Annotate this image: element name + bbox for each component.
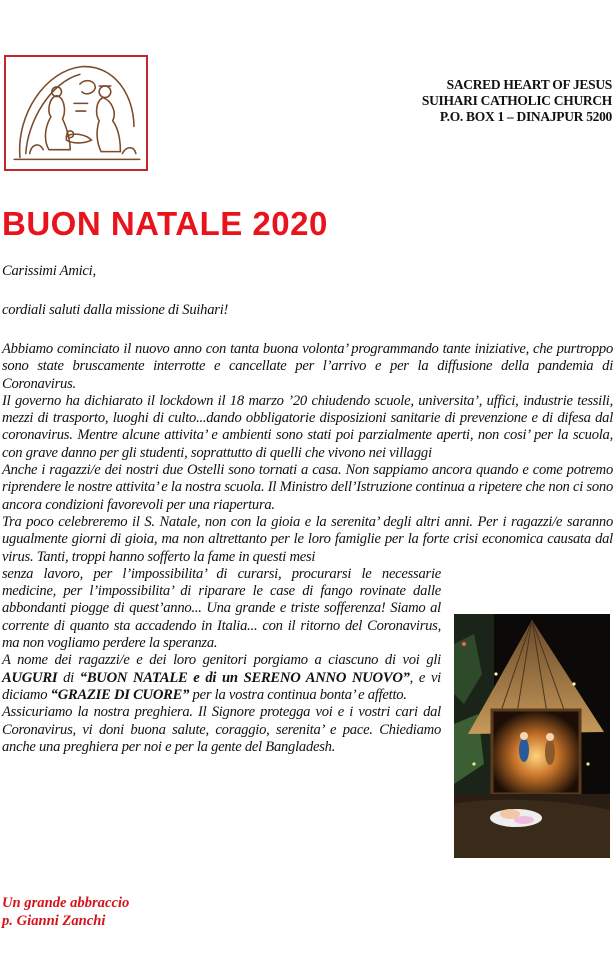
- paragraph-1: Abbiamo cominciato il nuovo anno con tanta buona volonta’ programmando tante iniziative, che purtroppo sono state bruscamente interrotte e cancellate per l’arrivo e per la diffusione della pandemia di Coronavirus.: [2, 341, 613, 392]
- nativity-photo: [454, 614, 610, 858]
- paragraph-6: Assicuriamo la nostra preghiera. Il Signore protegga voi e i vostri cari dal Coronavirus, vi doni buona salute, coraggio, serenita’ e pace. Chiediamo anche una preghiera per noi e per la gente del Bangladesh.: [2, 704, 441, 755]
- para5-text-2: di: [57, 669, 80, 686]
- closing-line-1: Un grande abbraccio: [2, 895, 130, 911]
- address-line-1: SACRED HEART OF JESUS: [446, 77, 612, 92]
- para5-text-1: A nome dei ragazzi/e e dei loro genitori porgiamo a ciascuno di voi gli: [2, 652, 441, 669]
- paragraph-4: Tra poco celebreremo il S. Natale, non con la gioia e la serenita’ degli altri anni. Per i ragazzi/e saranno ugualmente giorni di gioia, ma non altrettanto per le loro famiglie per la forte crisi economica causata dal virus. Tanti, troppi hanno sofferto la fame in questi mesi: [2, 513, 613, 565]
- nativity-logo: [4, 55, 148, 171]
- address-line-2: SUIHARI CATHOLIC CHURCH: [421, 93, 612, 108]
- para5-text-3: , e vi diciamo: [2, 669, 441, 703]
- nativity-sketch-icon: [6, 57, 146, 169]
- para5-bold-buon-natale: “BUON NATALE e di un SERENO ANNO NUOVO”: [79, 669, 410, 686]
- para5-text-4: per la vostra continua bonta’ e affetto.: [189, 686, 407, 703]
- paragraph-3: Anche i ragazzi/e dei nostri due Ostelli sono tornati a casa. Non sappiamo ancora quando e come potremo riprendere le nostre attivita’ e la nostra scuola. Il Ministro dell’Istruzione continua a ripetere che non ci sono ancora condizioni favorevoli per una riapertura.: [2, 462, 613, 513]
- church-address: [422, 77, 612, 125]
- page-title: BUON NATALE 2020: [2, 205, 328, 242]
- paragraph-2: Il governo ha dichiarato il lockdown il 18 marzo ’20 chiudendo scuole, universita’, uffici, industrie tessili, mezzi di trasporto, luoghi di culto...dando obbligatorie disposizioni sanitarie di prevenzione e di difesa dal coronavirus. Mentre alcune attivita’ e ambienti sono stati poi parzialmente aperti, non cosi’ per la scuola, con grave danno per gli studenti, soprattutto di quelli che vivono nei villaggi: [2, 392, 613, 461]
- address-line-3: P.O. BOX 1 – DINAJPUR 5200: [439, 109, 612, 124]
- paragraph-4-continued: senza lavoro, per l’impossibilita’ di curarsi, procurarsi le necessarie medicine, per l’impossibilita’ di riparare le case di fango rovinate dalle abbondanti piogge di quest’anno... Una grande e triste sofferenza! Siamo al corrente di quanto sta accadendo in Italia... con il ritorno del Coronavirus, ma non vogliamo perdere la speranza.: [2, 565, 441, 652]
- nativity-crib-photo: [454, 614, 610, 858]
- paragraph-5: [2, 652, 441, 704]
- greeting: Carissimi Amici,: [2, 263, 96, 279]
- greeting-line-2: cordiali saluti dalla missione di Suihari!: [2, 302, 229, 318]
- closing-line-2: p. Gianni Zanchi: [2, 913, 106, 929]
- para5-bold-auguri: AUGURI: [2, 669, 58, 686]
- para5-bold-grazie: “GRAZIE DI CUORE”: [50, 686, 190, 703]
- closing-signature: [2, 894, 129, 930]
